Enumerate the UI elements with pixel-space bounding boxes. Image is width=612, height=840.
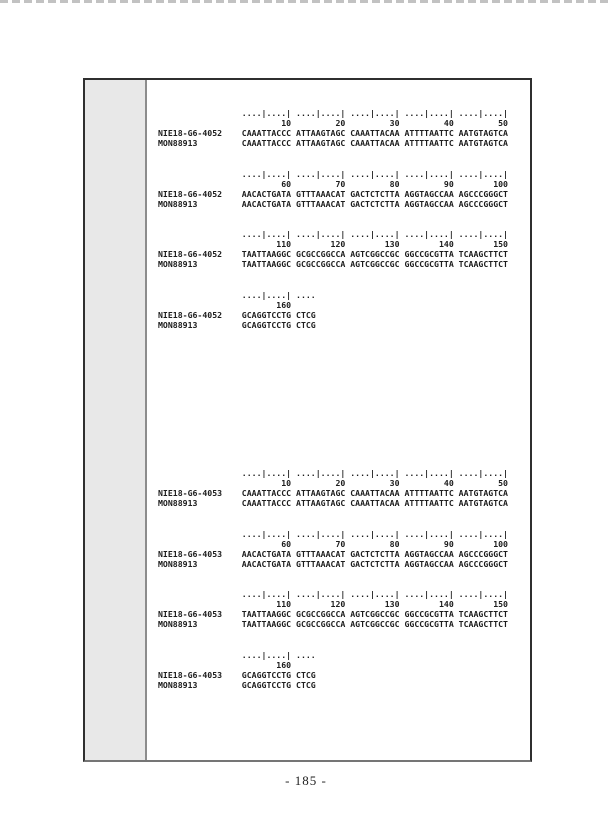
alignment-blank-line <box>158 280 508 290</box>
alignment-position-numbers: 60 70 80 90 100 <box>158 178 508 189</box>
alignment-blank-line <box>158 640 508 650</box>
alignment-ruler-line: ....|....| .... <box>158 289 316 300</box>
alignment-ruler-line: ....|....| ....|....| ....|....| ....|....| ....|....| <box>158 468 508 478</box>
alignment-position-numbers: 110 120 130 140 150 <box>158 239 508 250</box>
alignment-position-numbers: 160 <box>158 299 292 310</box>
alignment-blank-line <box>158 630 508 640</box>
alignment-query-row: NIE18-G6-4053 TAATTAAGGC GCGCCGGCCA AGTCGGCCGC GGCCGCGTTA TCAAGCTTCT <box>158 609 508 620</box>
alignment-query-row: NIE18-G6-4052 TAATTAAGGC GCGCCGGCCA AGTCGGCCGC GGCCGCGTTA TCAAGCTTCT <box>158 249 508 260</box>
alignment-ruler-line: ....|....| ....|....| ....|....| ....|....| ....|....| <box>158 528 508 539</box>
alignment-subject-row: MON88913 AACACTGATA GTTTAAACAT GACTCTCTTA AGGTAGCCAA AGCCCGGGCT <box>158 198 508 209</box>
sequence-alignment-section-4053 <box>158 468 508 690</box>
alignment-subject-row: MON88913 GCAGGTCCTG CTCG <box>158 319 316 330</box>
alignment-position-numbers: 160 <box>158 659 292 670</box>
alignment-blank-line <box>158 219 508 229</box>
alignment-subject-row: MON88913 TAATTAAGGC GCGCCGGCCA AGTCGGCCGC GGCCGCGTTA TCAAGCTTCT <box>158 619 508 630</box>
alignment-blank-line <box>158 579 508 589</box>
left-margin-strip <box>85 80 147 760</box>
alignment-blank-line <box>158 158 508 168</box>
alignment-position-numbers: 10 20 30 40 50 <box>158 118 508 129</box>
alignment-query-row: NIE18-G6-4052 AACACTGATA GTTTAAACAT GACTCTCTTA AGGTAGCCAA AGCCCGGGCT <box>158 188 508 199</box>
alignment-blank-line <box>158 508 508 518</box>
alignment-ruler-line: ....|....| ....|....| ....|....| ....|....| ....|....| <box>158 168 508 179</box>
sequence-alignment-section-4052 <box>158 108 508 330</box>
alignment-ruler-line: ....|....| .... <box>158 649 316 660</box>
alignment-blank-line <box>158 270 508 280</box>
alignment-blank-line <box>158 148 508 158</box>
alignment-subject-row: MON88913 AACACTGATA GTTTAAACAT GACTCTCTTA AGGTAGCCAA AGCCCGGGCT <box>158 558 508 569</box>
alignment-position-numbers: 10 20 30 40 50 <box>158 478 508 489</box>
alignment-position-numbers: 110 120 130 140 150 <box>158 599 508 610</box>
alignment-blank-line <box>158 518 508 528</box>
scan-edge-dashed-line <box>0 0 612 3</box>
alignment-query-row: NIE18-G6-4053 GCAGGTCCTG CTCG <box>158 669 316 680</box>
alignment-subject-row: MON88913 TAATTAAGGC GCGCCGGCCA AGTCGGCCGC GGCCGCGTTA TCAAGCTTCT <box>158 259 508 270</box>
alignment-blank-line <box>158 209 508 219</box>
alignment-ruler-line: ....|....| ....|....| ....|....| ....|....| ....|....| <box>158 589 508 600</box>
alignment-query-row: NIE18-G6-4052 GCAGGTCCTG CTCG <box>158 309 316 320</box>
alignment-blank-line <box>158 569 508 579</box>
alignment-position-numbers: 60 70 80 90 100 <box>158 538 508 549</box>
alignment-subject-row: MON88913 CAAATTACCC ATTAAGTAGC CAAATTACAA ATTTTAATTC AATGTAGTCA <box>158 138 508 149</box>
alignment-query-row: NIE18-G6-4053 CAAATTACCC ATTAAGTAGC CAAATTACAA ATTTTAATTC AATGTAGTCA <box>158 488 508 499</box>
page-number: - 185 - <box>285 773 327 788</box>
alignment-query-row: NIE18-G6-4053 AACACTGATA GTTTAAACAT GACTCTCTTA AGGTAGCCAA AGCCCGGGCT <box>158 548 508 559</box>
alignment-query-row: NIE18-G6-4052 CAAATTACCC ATTAAGTAGC CAAATTACAA ATTTTAATTC AATGTAGTCA <box>158 128 508 139</box>
alignment-ruler-line: ....|....| ....|....| ....|....| ....|....| ....|....| <box>158 108 508 118</box>
alignment-ruler-line: ....|....| ....|....| ....|....| ....|....| ....|....| <box>158 229 508 240</box>
alignment-subject-row: MON88913 GCAGGTCCTG CTCG <box>158 679 316 690</box>
alignment-subject-row: MON88913 CAAATTACCC ATTAAGTAGC CAAATTACAA ATTTTAATTC AATGTAGTCA <box>158 498 508 509</box>
